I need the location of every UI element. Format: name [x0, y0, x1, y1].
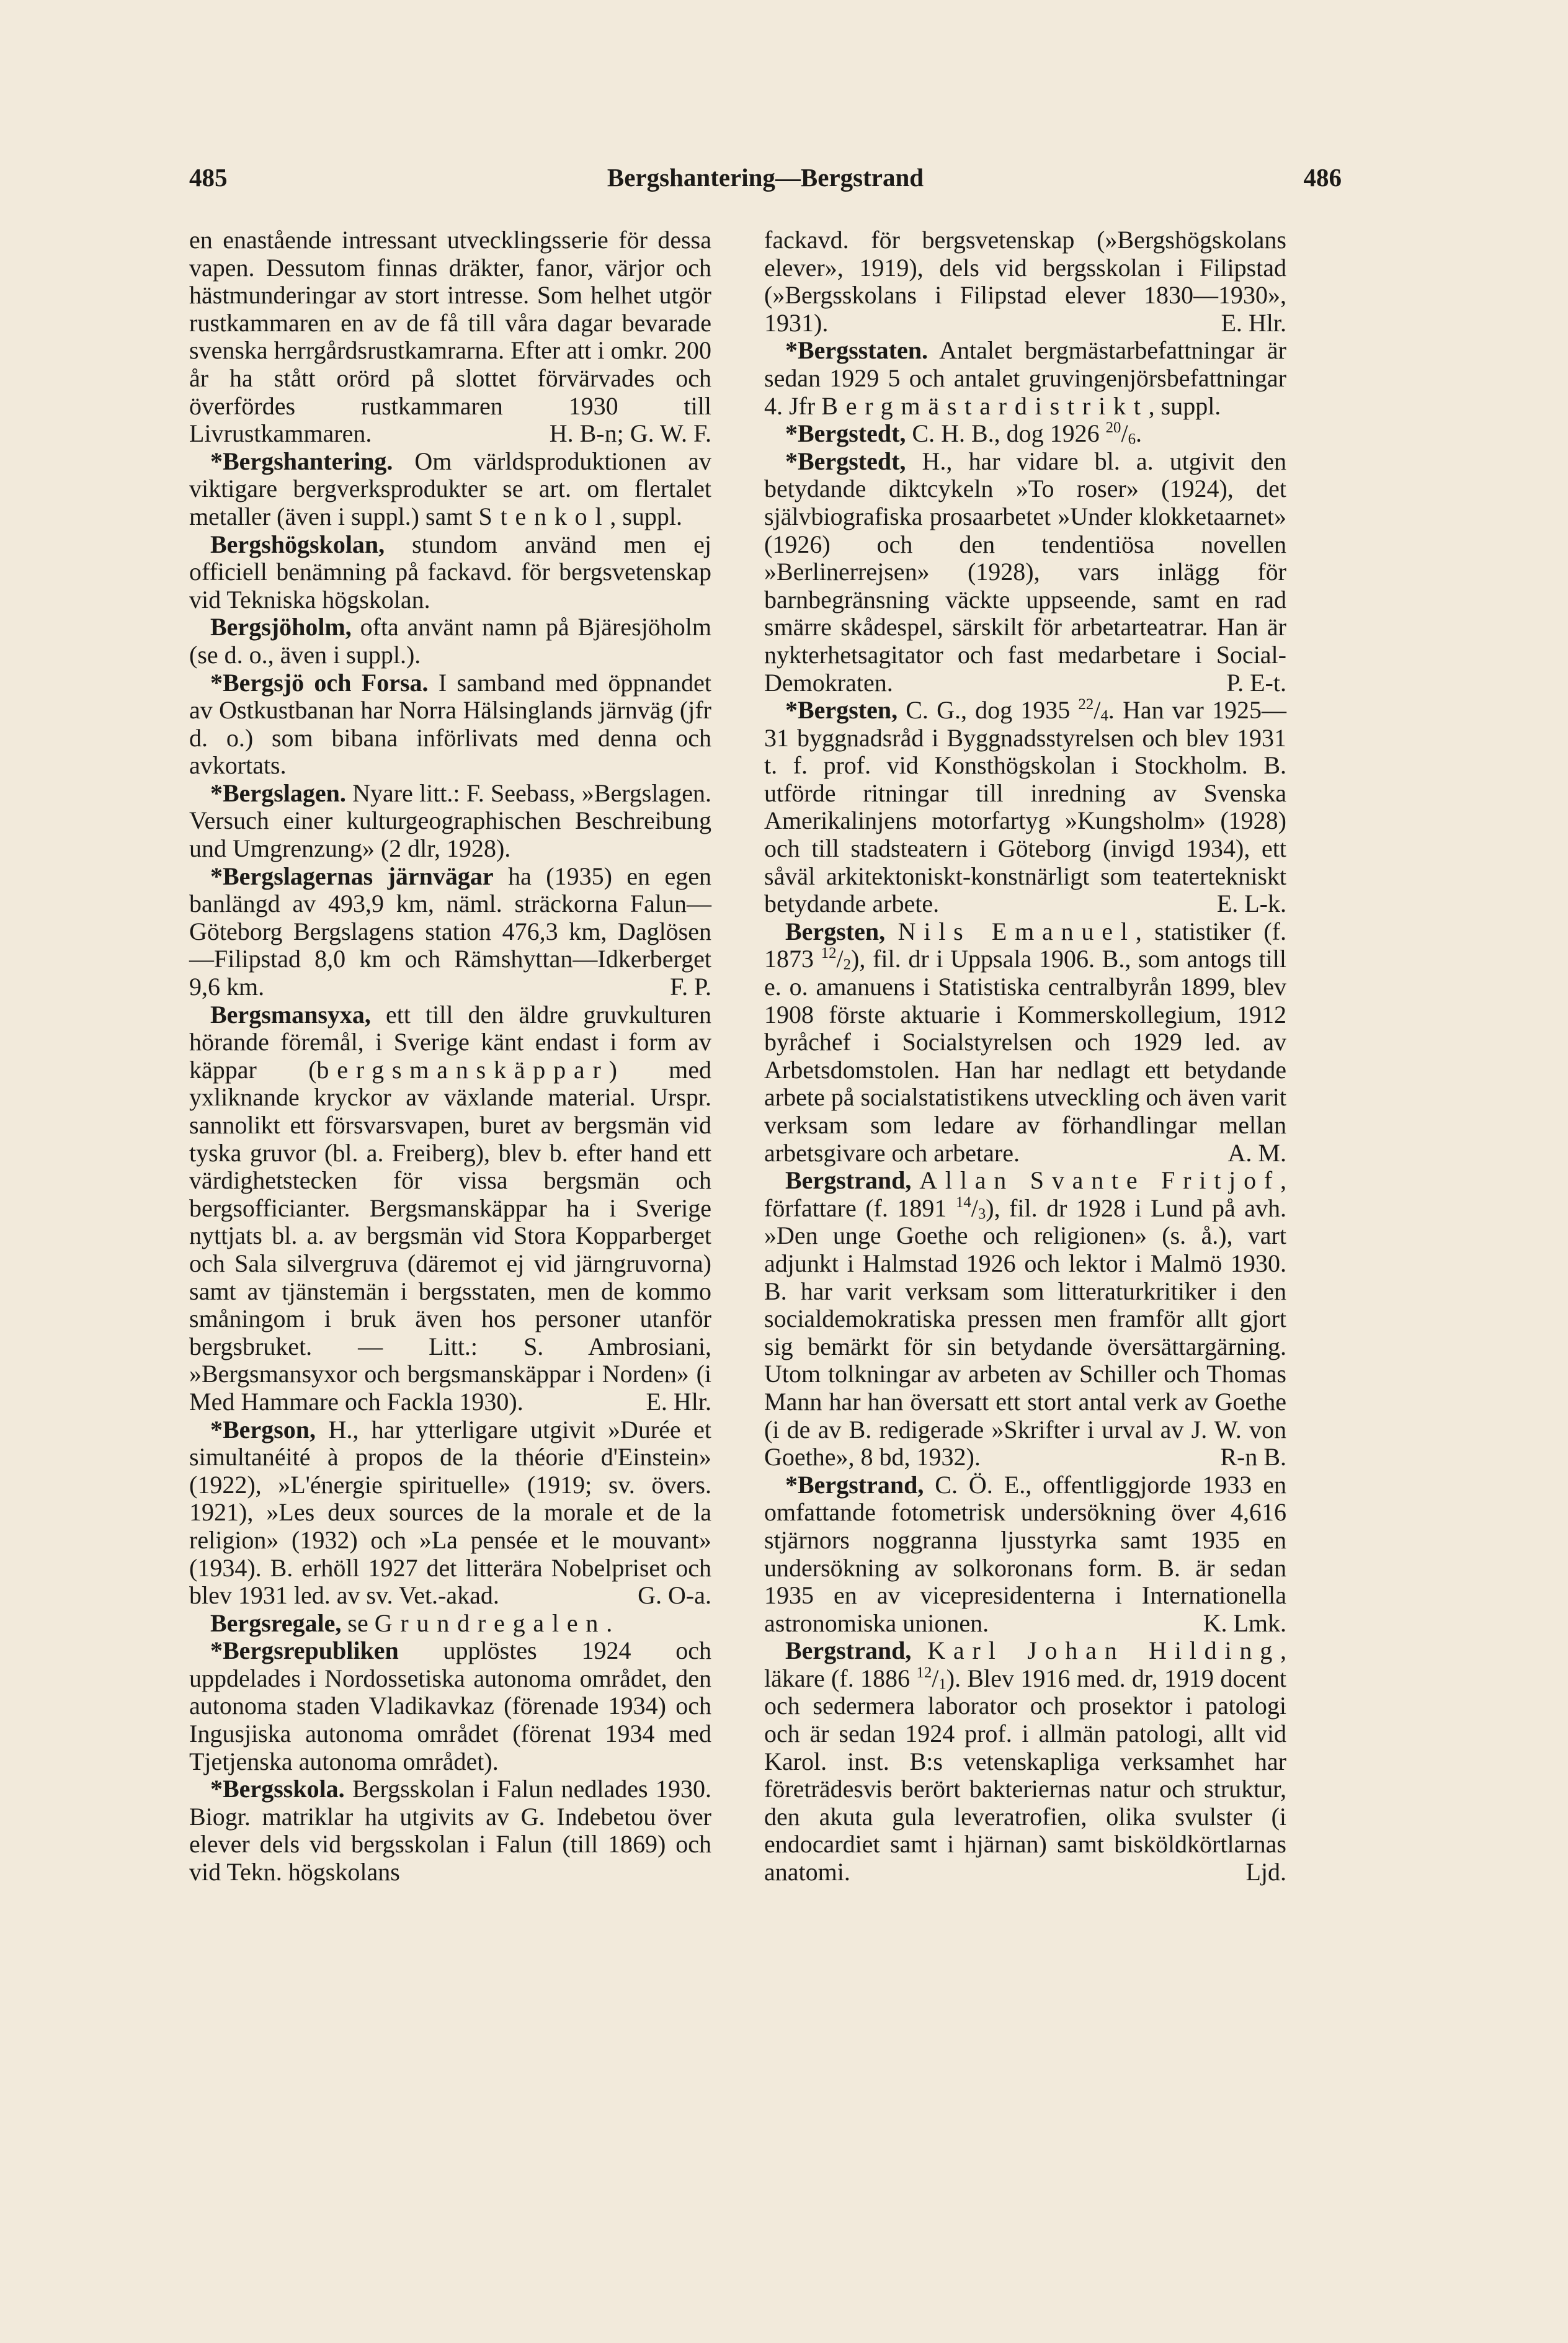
- entry-text: H., har ytterligare utgivit »Durée et simultanéité à propos de la théorie d'Einstein» (1922), »L'énergie spirituelle» (1919; sv. övers. 1921), »Les deux sources de la morale et de la religion» (1932) och »La pensée et le mouvant» (1934). B. erhöll 1927 det litterära Nobelpriset och blev 1931 led. av sv. Vet.-akad.: [189, 1415, 711, 1610]
- entry-text: .: [1135, 419, 1142, 448]
- headword: *Bergsjö och Forsa.: [210, 668, 429, 697]
- cross-reference: Grundregalen: [374, 1609, 607, 1637]
- right-column: [764, 226, 1286, 1886]
- headword: *Bergson,: [210, 1415, 316, 1444]
- entry-continuation: [764, 226, 1286, 337]
- entry-text: ). Blev 1916 med. dr, 1919 docent och sedermera laborator och prosektor i patologi och är sedan 1924 prof. i allmän patologi, allt vid Karol. inst. B:s vetenskapliga verksamhet har företrädesvis berört bakteriernas natur och struktur, den akuta gula leveratrofien, olika svulster (i endocardiet samt i hjärnan) samt bisköldkörtlarnas anatomi.: [764, 1664, 1286, 1886]
- entry-text: upplöstes 1924 och uppdelades i Nordossetiska autonoma området, den autonoma staden Vladikavkaz (förenade 1934) och Ingusjiska autonoma området (förenat 1934 med Tjetjenska autonoma området).: [189, 1636, 711, 1775]
- entry-text: C. G., dog 1935: [898, 696, 1079, 725]
- signature: A. M.: [1227, 1138, 1286, 1167]
- running-title: Bergshantering—Bergstrand: [607, 163, 924, 192]
- entry-bergsten-c: *Bergsten, C. G., dog 1935 $^{22}/_4$. Han var 1925—31 byggnadsråd i Byggnadsstyrelsen och blev 1931 t. f. prof. vid Konsthögskolan i Stockholm. B. utförde ritningar till inredning av Svenska Amerikalinjens motorfartyg »Kungsholm» (1928) och till stadsteatern i Göteborg (invigd 1934), ett såväl arkitektoniskt-konstnärligt som teatertekniskt betydande arbete. E. L-k.: [764, 696, 1286, 918]
- entry-bergshogskolan: [189, 531, 711, 614]
- signature: Ljd.: [1245, 1858, 1286, 1886]
- page-number-left: 485: [189, 163, 228, 192]
- entry-text: Om världsproduktionen av viktigare bergverksprodukter se art. om flertalet metaller (även i suppl.) samt: [189, 447, 711, 530]
- headword: *Bergstrand,: [785, 1470, 924, 1499]
- headword: *Bergslagen.: [210, 779, 346, 807]
- headword: Bergsjöholm,: [210, 613, 352, 641]
- headword: *Bergsskola.: [210, 1775, 345, 1803]
- entry-continuation: [189, 226, 711, 448]
- entry-text: ett till den äldre gruvkulturen hörande föremål, i Sverige känt endast i form av käppar (: [189, 1000, 711, 1084]
- signature: E. L-k.: [1216, 890, 1286, 918]
- headword: *Bergshantering.: [210, 447, 393, 475]
- date-month: 2: [843, 957, 852, 974]
- date-month: 1: [938, 1676, 947, 1693]
- spaced-name: Karl Johan Hilding: [927, 1636, 1281, 1665]
- entry-text: C. H. B., dog 1926: [906, 419, 1106, 448]
- headword: *Bergsstaten.: [785, 336, 928, 365]
- date-month: 6: [1128, 431, 1136, 448]
- entry-bergsskola: [189, 1775, 711, 1886]
- entry-text: , statistiker (f. 1873: [764, 917, 1287, 973]
- left-column: [189, 226, 711, 1886]
- signature: R-n B.: [1220, 1443, 1286, 1471]
- entry-bergsjoholm: [189, 614, 711, 669]
- entry-text: fackavd. för bergsvetenskap (»Bergshögskolans elever», 1919), dels vid bergsskolan i Filipstad (»Bergsskolans i Filipstad elever 1830—1930», 1931).: [764, 226, 1286, 337]
- page-header: [189, 163, 1342, 200]
- entry-text: Antalet bergmästarbefattningar är sedan 1929 5 och antalet gruvingenjörsbefattningar 4. Jfr: [764, 336, 1286, 420]
- entry-text: .: [606, 1609, 613, 1637]
- entry-bergsten-nils: Bergsten, Nils Emanuel, statistiker (f. 1873 $^{12}/_2$), fil. dr i Uppsala 1906. B., som antogs till e. o. amanuens i Statistiska centralbyrån 1899, blev 1908 förste aktuarie i Kommerskollegium, 1912 byråchef i Socialstyrelsen och 1929 led. av Arbetsdomstolen. Han har nedlagt ett betydande arbete på socialstatistikens utveckling och även varit verksam som ledare av förhandlingar mellan arbetsgivare och arbetare. A. M.: [764, 917, 1287, 1167]
- entry-text: ha (1935) en egen banlängd av 493,9 km, näml. sträckorna Falun—Göteborg Bergslagens station 476,3 km, Daglösen—Filipstad 8,0 km och Rämshyttan—Idkerberget 9,6 km.: [189, 862, 712, 1001]
- signature: K. Lmk.: [1203, 1609, 1286, 1637]
- signature: F. P.: [670, 973, 711, 1001]
- entry-text: ), fil. dr i Uppsala 1906. B., som antogs till e. o. amanuens i Statistiska centralbyrån 1899, blev 1908 förste aktuarie i Kommerskollegium, 1912 byråchef i Socialstyrelsen och 1929 led. av Arbetsdomstolen. Han har nedlagt ett betydande arbete på socialstatistikens utveckling och även varit verksam som ledare av förhandlingar mellan arbetsgivare och arbetare.: [764, 945, 1287, 1167]
- headword: *Bergsten,: [785, 696, 898, 725]
- entry-bergstrand-c: [764, 1471, 1286, 1638]
- headword: Bergstrand,: [785, 1166, 912, 1195]
- entry-bergsjo-och-forsa: [189, 669, 711, 780]
- date-day: 12: [821, 945, 837, 962]
- headword: Bergsmansyxa,: [210, 1000, 371, 1029]
- entry-bergstrand-allan: Bergstrand, Allan Svante Fritjof, författare (f. 1891 $^{14}/_3$), fil. dr 1928 i Lund på avh. »Den unge Goethe och religionen» (s. å.), vart adjunkt i Halmstad 1926 och lektor i Malmö 1930. B. har varit verksam som litteraturkritiker i den socialdemokratiska pressen men framför allt gjort sig bemärkt för sin betydande översättargärning. Utom tolkningar av arbeten av Schiller och Thomas Mann har han översatt ett stort antal verk av Goethe (i de av B. redigerade »Skrifter i urval av J. W. von Goethe», 8 bd, 1932). R-n B.: [764, 1166, 1286, 1471]
- entry-bergslagernas-jarnvagar: [189, 863, 711, 1001]
- date-day: 20: [1105, 419, 1121, 437]
- entry-text: ofta använt namn på Bjäresjöholm (se d. o., även i suppl.).: [189, 613, 711, 669]
- headword: Bergsregale,: [210, 1609, 342, 1637]
- entry-bergson: [189, 1416, 711, 1610]
- entry-text: Nyare litt.: F. Seebass, »Bergslagen. Versuch einer kulturgeographischen Beschreibung und Umgrenzung» (2 dlr, 1928).: [189, 779, 711, 863]
- signature: G. O-a.: [638, 1581, 711, 1610]
- headword: *Bergstedt,: [785, 447, 906, 475]
- entry-text: I samband med öppnandet av Ostkustbanan har Norra Hälsinglands järnväg (jfr d. o.) som bibana införlivats med denna och avkortats.: [189, 668, 712, 780]
- entry-bergsregale: [189, 1610, 711, 1638]
- entry-bergstedt-c: *Bergstedt, C. H. B., dog 1926 $^{20}/_6$.: [785, 419, 1142, 448]
- cross-reference: Stenkol: [478, 502, 610, 530]
- date-day: 22: [1078, 696, 1094, 713]
- entry-text: C. Ö. E., offentliggjorde 1933 en omfattande fotometrisk undersökning över 4,616 stjärnors noggranna ljusstyrka samt 1935 en undersökning av solkoronans form. B. är sedan 1935 en av vicepresidenterna i Internationella astronomiska unionen.: [764, 1470, 1286, 1637]
- signature: P. E-t.: [1226, 668, 1286, 697]
- headword: *Bergstedt,: [785, 419, 906, 448]
- entry-text: se: [341, 1609, 375, 1637]
- headword: Bergsten,: [785, 917, 886, 945]
- signature: E. Hlr.: [1221, 308, 1286, 337]
- page-number-right: 486: [1303, 163, 1342, 192]
- entry-text: ) med yxliknande kryckor av växlande material. Urspr. sannolikt ett försvarsvapen, buret av bergsmän vid tyska gruvor (bl. a. Freiberg), blev b. efter hand ett värdighetstecken för vissa bergsmän och bergsofficianter. Bergsmanskäppar ha i Sverige nyttjats bl. a. av bergsmän vid Stora Kopparberget och Sala silvergruva (däremot ej vid järngruvorna) samt av tjänstemän i bergsstaten, men de kommo småningom i bruk även hos personer utanför bergsbruket. — Litt.: S. Ambrosiani, »Bergsmansyxor och bergsmanskäppar i Norden» (i Med Hammare och Fackla 1930).: [189, 1055, 711, 1416]
- date-month: 4: [1100, 707, 1108, 725]
- entry-text: , författare (f. 1891: [764, 1166, 1286, 1222]
- signature: H. B-n; G. W. F.: [549, 419, 711, 448]
- headword: Bergshögskolan,: [210, 530, 385, 558]
- entry-text: , suppl.: [1148, 391, 1221, 420]
- date-month: 3: [978, 1205, 986, 1223]
- entry-text: Bergsskolan i Falun nedlades 1930. Biogr. matriklar ha utgivits av G. Indebetou över elever dels vid bergsskolan i Falun (till 1869) och vid Tekn. högskolans: [189, 1775, 711, 1886]
- entry-bergsrepubliken: [189, 1637, 711, 1775]
- entry-text: stundom använd men ej officiell benämning på fackavd. för bergsvetenskap vid Tekniska högskolan.: [189, 530, 711, 614]
- spaced-term: bergsmanskäppar: [316, 1055, 609, 1084]
- date-day: 12: [916, 1664, 932, 1681]
- headword: Bergstrand,: [785, 1636, 912, 1665]
- entry-bergstedt-h: [764, 448, 1286, 697]
- entry-text: H., har vidare bl. a. utgivit den betydande diktcykeln »To roser» (1924), det självbiografiska prosaarbetet »Under klokketaarnet» (1926) och den tendentiösa novellen »Berlinerrejsen» (1928), vars inlägg för barnbegränsning väckte uppseende, samt en rad smärre skådespel, särskilt för arbetarteatrar. Han är nykterhetsagitator och fast medarbetare i Social-Demokraten.: [764, 447, 1286, 697]
- entry-text: ), fil. dr 1928 i Lund på avh. »Den unge Goethe och religionen» (s. å.), vart adjunkt i Halmstad 1926 och lektor i Malmö 1930. B. har varit verksam som litteraturkritiker i den socialdemokratiska pressen men framför allt gjort sig bemärkt för sin betydande översättargärning. Utom tolkningar av arbeten av Schiller och Thomas Mann har han översatt ett stort antal verk av Goethe (i de av B. redigerade »Skrifter i urval av J. W. von Goethe», 8 bd, 1932).: [764, 1194, 1286, 1471]
- entry-bergslagen: [189, 780, 711, 863]
- entry-bergsmansyxa: [189, 1001, 711, 1416]
- spaced-name: Nils Emanuel: [898, 917, 1136, 945]
- signature: E. Hlr.: [646, 1387, 711, 1416]
- date-day: 14: [955, 1194, 971, 1211]
- entry-bergstrand-karl: Bergstrand, Karl Johan Hilding, läkare (f. 1886 $^{12}/_1$). Blev 1916 med. dr, 1919 docent och sedermera laborator och prosektor i patologi och är sedan 1924 prof. i allmän patologi, allt vid Karol. inst. B:s vetenskapliga verksamhet har företrädesvis berört bakteriernas natur och struktur, den akuta gula leveratrofien, olika svulster (i endocardiet samt i hjärnan) samt bisköldkörtlarnas anatomi. Ljd.: [764, 1636, 1287, 1886]
- entry-text: , suppl.: [610, 502, 683, 530]
- cross-reference: Bergmästardistrikt: [821, 391, 1149, 420]
- entry-text: en enastående intressant utvecklingsserie för dessa vapen. Dessutom finnas dräkter, fanor, värjor och hästmunderingar av stort intresse. Som helhet utgör rustkammaren en av de få till våra dagar bevarade svenska herrgårdsrustkamrarna. Efter att i omkr. 200 år ha stått orörd på slottet förvärvades och överfördes rustkammaren 1930 till Livrustkammaren.: [189, 226, 711, 448]
- entry-text: , läkare (f. 1886: [764, 1636, 1287, 1692]
- headword: *Bergsrepubliken: [210, 1636, 399, 1665]
- entry-text: . Han var 1925—31 byggnadsråd i Byggnadsstyrelsen och blev 1931 t. f. prof. vid Konsthögskolan i Stockholm. B. utförde ritningar till inredning av Svenska Amerikalinjens motorfartyg »Kungsholm» (1928) och till stadsteatern i Göteborg (invigd 1934), ett såväl arkitektoniskt-konstnärligt som teatertekniskt betydande arbete.: [764, 696, 1286, 918]
- headword: *Bergslagernas järnvägar: [210, 862, 494, 890]
- entry-bergshantering: [189, 448, 711, 531]
- spaced-name: Allan Svante Fritjof: [919, 1166, 1280, 1195]
- entry-bergsstaten: [764, 337, 1286, 420]
